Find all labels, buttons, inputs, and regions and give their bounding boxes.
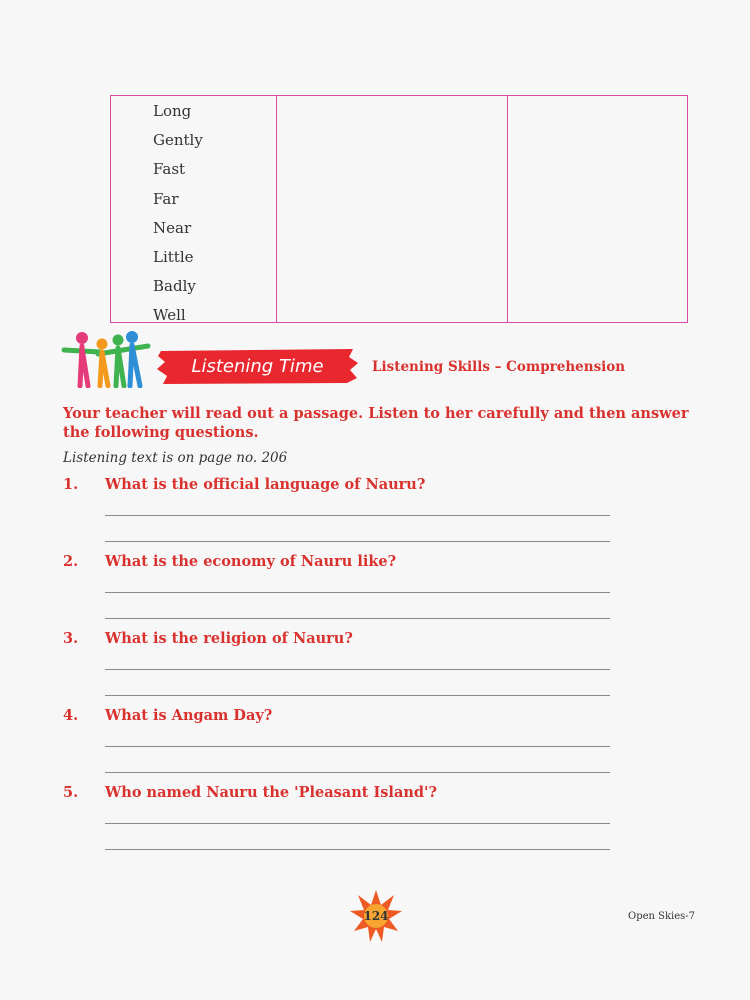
book-title: Open Skies-7 — [628, 911, 696, 922]
answer-line[interactable] — [105, 746, 610, 747]
table-word: Near — [153, 218, 192, 237]
question-text: What is the economy of Nauru like? — [105, 553, 397, 570]
question-text: What is the official language of Nauru? — [105, 476, 426, 493]
table-word: Badly — [153, 277, 196, 296]
table-word: Long — [153, 102, 192, 120]
answer-line[interactable] — [105, 772, 610, 773]
answer-column-1 — [277, 96, 508, 322]
answer-column-2 — [508, 96, 687, 322]
question-number: 5. — [63, 784, 79, 801]
instructions: Your teacher will read out a passage. Listen to her carefully and then answer the following questions. — [63, 405, 689, 441]
page-number: 124 — [363, 909, 389, 923]
banner-title: Listening Time — [191, 355, 324, 377]
answer-line[interactable] — [105, 618, 610, 619]
question-number: 3. — [63, 630, 79, 647]
answer-line[interactable] — [105, 669, 610, 670]
table-word: Little — [153, 247, 194, 266]
word-column — [111, 96, 277, 325]
listening-reference: Listening text is on page no. 206 — [63, 450, 288, 466]
table-word: Gently — [153, 131, 203, 150]
question-text: What is the religion of Nauru? — [105, 630, 353, 647]
answer-line[interactable] — [105, 849, 610, 850]
section-subtitle: Listening Skills – Comprehension — [372, 359, 626, 375]
children-holding-hands-icon — [60, 330, 152, 388]
adverb-table — [110, 95, 688, 323]
answer-line[interactable] — [105, 592, 610, 593]
table-word: Fast — [153, 160, 186, 179]
answer-line[interactable] — [105, 695, 610, 696]
table-word: Well — [153, 306, 186, 325]
question-text: Who named Nauru the 'Pleasant Island'? — [105, 784, 437, 801]
question-number: 4. — [63, 707, 79, 724]
question-number: 1. — [63, 476, 79, 493]
answer-line[interactable] — [105, 541, 610, 542]
answer-line[interactable] — [105, 823, 610, 824]
question-number: 2. — [63, 553, 79, 570]
question-text: What is Angam Day? — [105, 707, 273, 724]
table-word: Far — [153, 189, 179, 208]
answer-line[interactable] — [105, 515, 610, 516]
